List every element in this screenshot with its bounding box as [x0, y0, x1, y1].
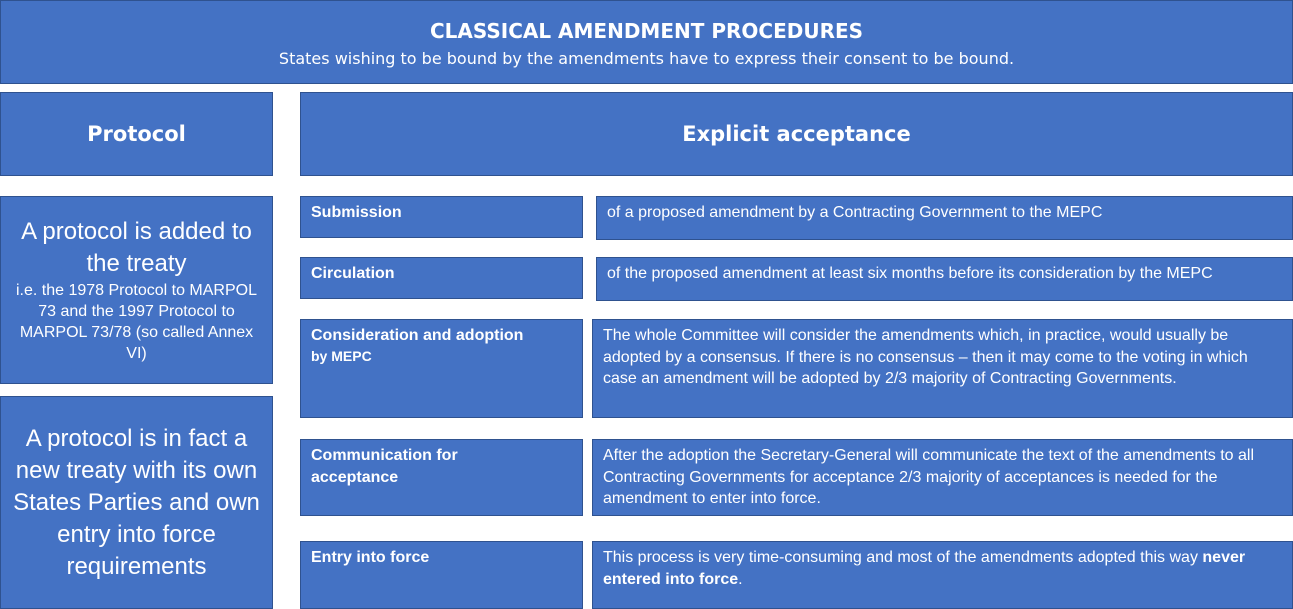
- page-title: CLASSICAL AMENDMENT PROCEDURES: [429, 19, 864, 43]
- step-communication-desc-box: [592, 439, 1293, 516]
- step-desc-end: .: [738, 570, 743, 588]
- step-desc: The whole Committee will consider the amendments which, in practice, would usually be adopted by a consensus. If there is no consensus – then it may come to the voting in which case an amendment will be adopted by 2/3 majority of Contracting Governments.: [603, 327, 1248, 387]
- step-label: [301, 320, 582, 365]
- step-label: Circulation: [311, 265, 395, 282]
- step-desc: of the proposed amendment at least six months before its consideration by the MEPC: [607, 265, 1213, 282]
- explicit-acceptance-heading: [300, 92, 1293, 176]
- step-label: Entry into force: [311, 549, 430, 566]
- step-circulation-label-box: [300, 257, 583, 299]
- step-label-main: Consideration and adoption: [311, 327, 524, 344]
- step-desc: of a proposed amendment by a Contracting Government to the MEPC: [607, 204, 1103, 221]
- step-desc: [593, 542, 1292, 590]
- protocol-added-box: [0, 196, 273, 384]
- step-label: Submission: [311, 204, 402, 221]
- page-subtitle: States wishing to be bound by the amendments have to express their consent to be bound.: [278, 49, 1015, 68]
- protocol-new-treaty-box: [0, 396, 273, 609]
- step-communication-label-box: [300, 439, 583, 516]
- step-entry-into-force-label-box: [300, 541, 583, 609]
- step-label: Communication for acceptance: [311, 447, 458, 486]
- step-circulation-desc-box: [596, 257, 1293, 301]
- step-desc: After the adoption the Secretary-General will communicate the text of the amendments to all Contracting Governments for acceptance 2/3 majority of acceptances is needed for the amendment to enter into force.: [603, 447, 1254, 507]
- step-desc-text: This process is very time-consuming and most of the amendments adopted this way: [603, 549, 1198, 566]
- protocol-added-text: A protocol is added to the treaty: [21, 218, 252, 277]
- step-submission-label-box: [300, 196, 583, 238]
- step-label-sub: by MEPC: [311, 348, 372, 364]
- step-desc-bold: never entered into force: [603, 549, 1246, 588]
- step-consideration-desc-box: [592, 319, 1293, 418]
- protocol-new-treaty-text: A protocol is in fact a new treaty with its own States Parties and own entry into force requirements: [13, 424, 260, 580]
- step-submission-desc-box: [596, 196, 1293, 240]
- header-banner: [0, 0, 1293, 84]
- explicit-acceptance-heading-label: Explicit acceptance: [682, 122, 911, 146]
- protocol-added-detail: i.e. the 1978 Protocol to MARPOL 73 and the 1997 Protocol to MARPOL 73/78 (so called Annex VI): [15, 282, 257, 362]
- step-consideration-label-box: [300, 319, 583, 418]
- step-entry-into-force-desc-box: [592, 541, 1293, 609]
- protocol-heading-label: Protocol: [87, 122, 186, 146]
- protocol-heading: [0, 92, 273, 176]
